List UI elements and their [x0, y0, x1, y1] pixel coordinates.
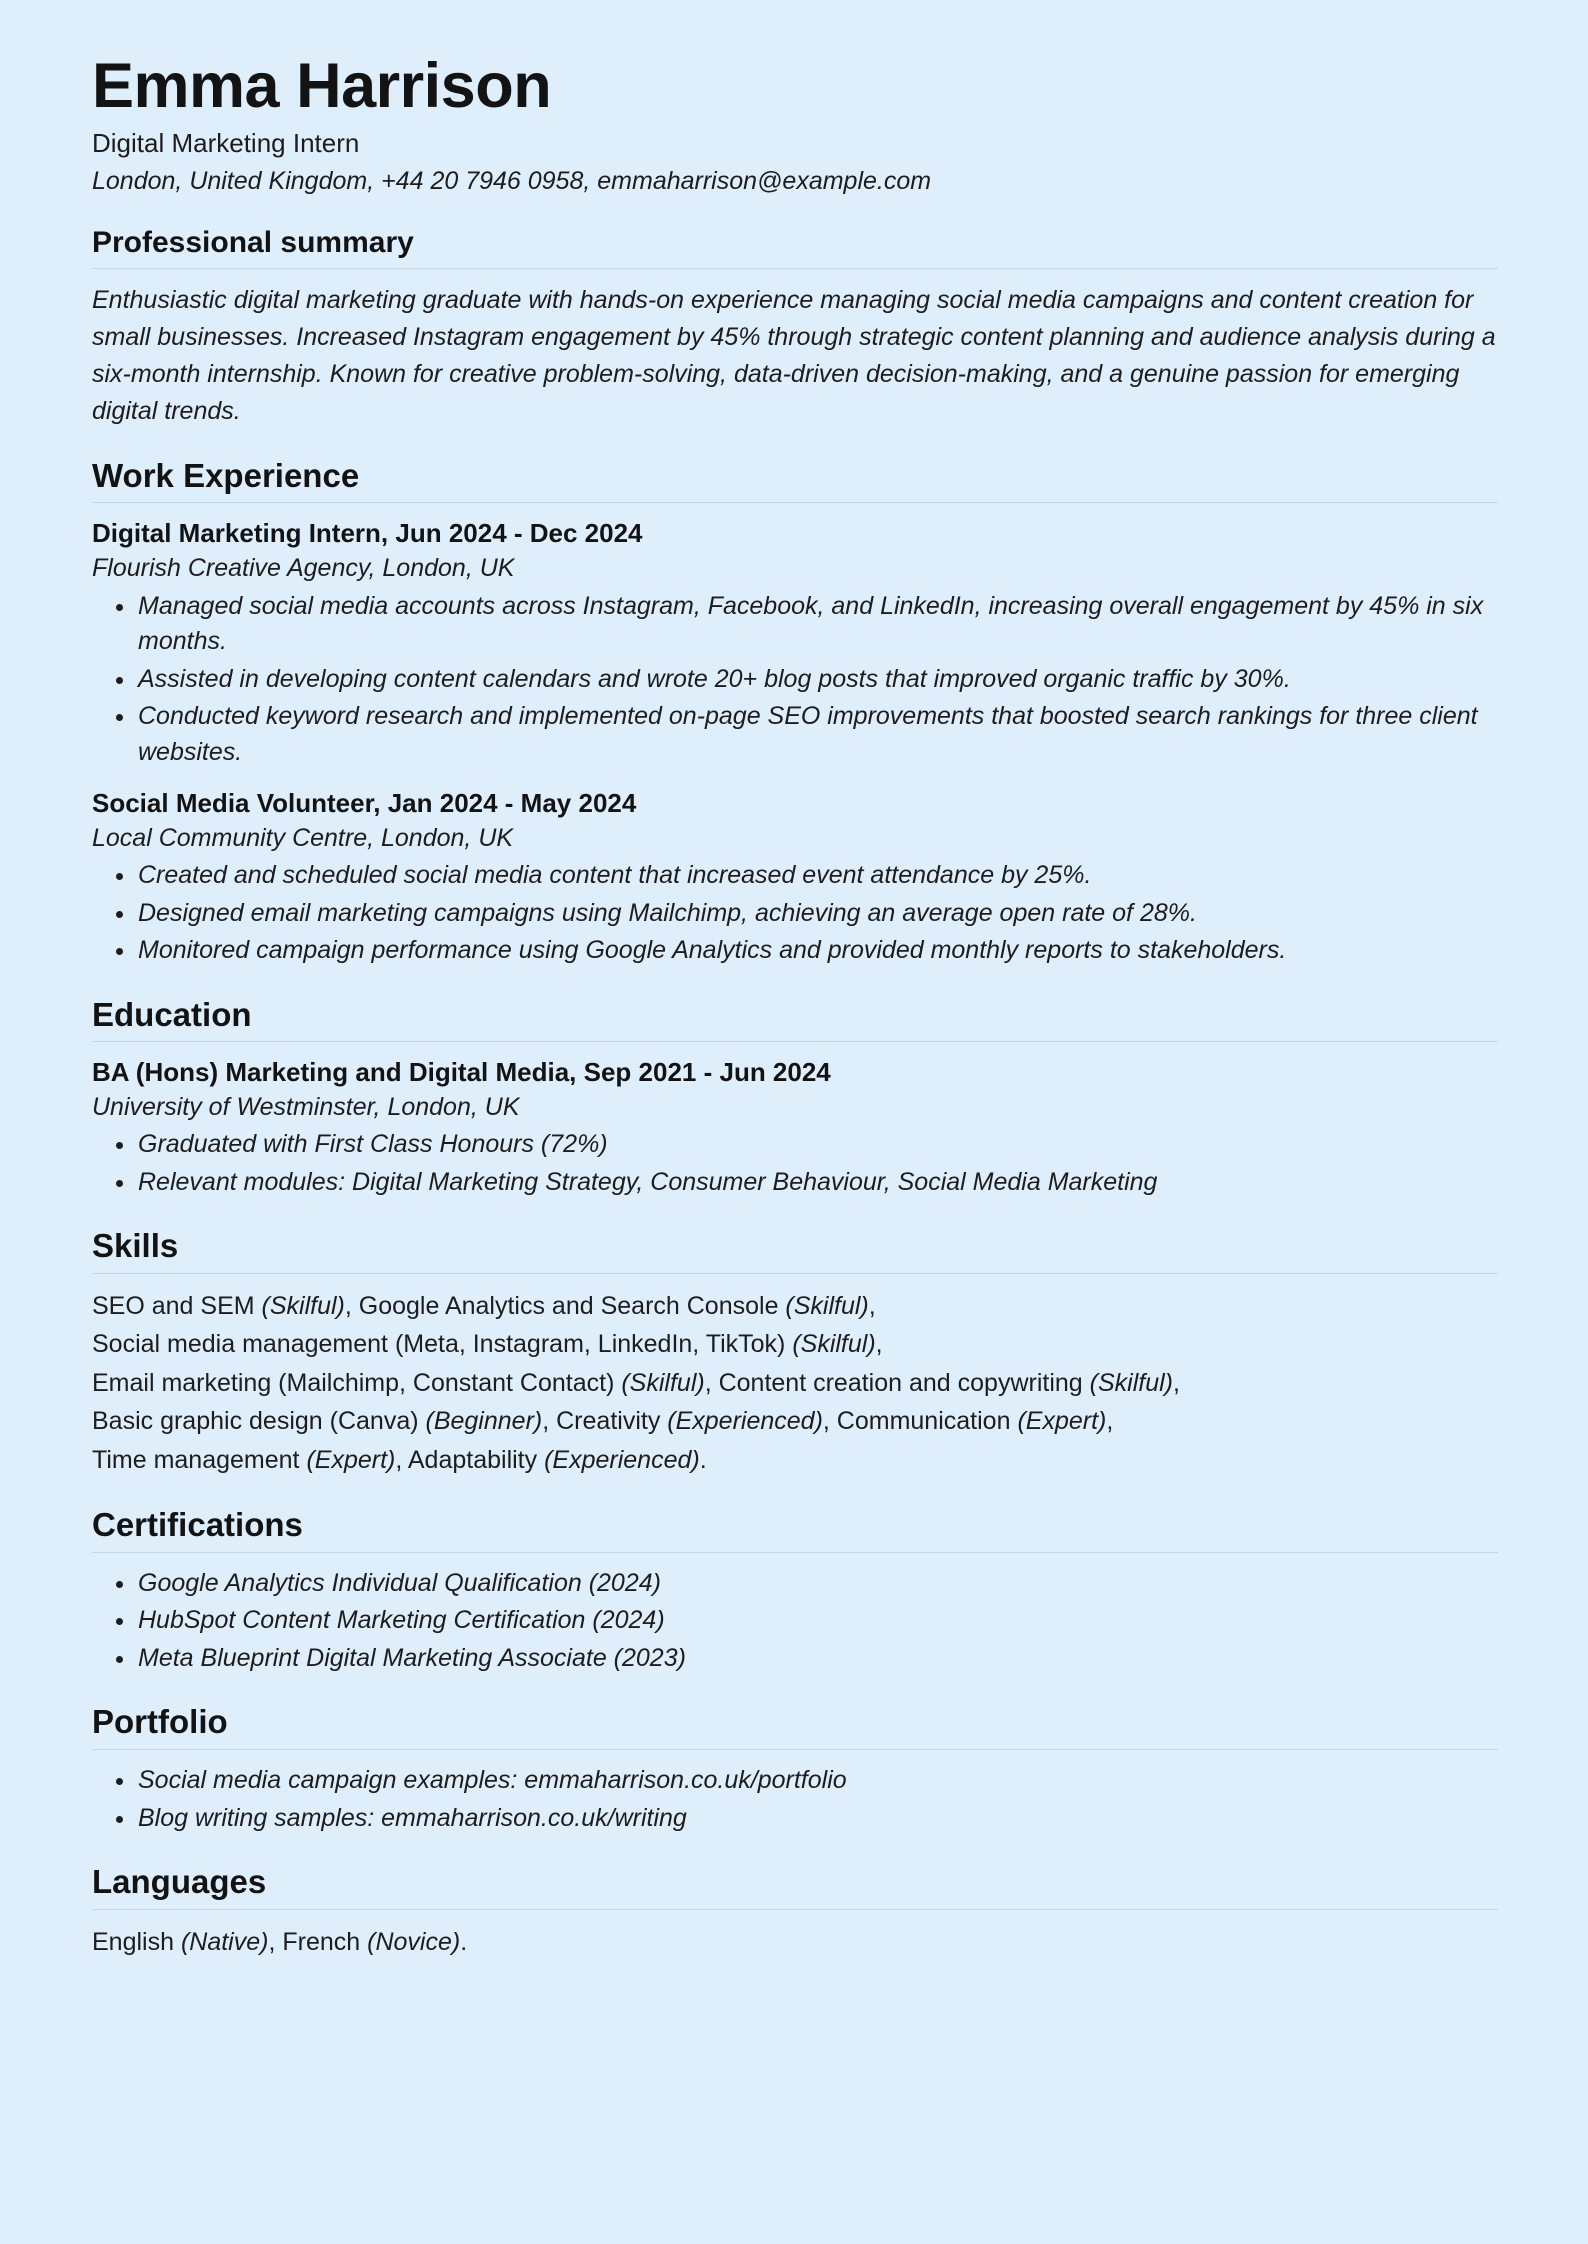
proficiency-level: (Skilful) [1089, 1368, 1173, 1397]
resume-header [92, 52, 1498, 199]
professional-summary-text: Enthusiastic digital marketing graduate with hands-on experience managing social media campaigns and content creation for small businesses. Increased Instagram engagement by 45% through strategic content planning and audience analysis during a six-month internship. Known for creative problem-solving, data-driven decision-making, and a genuine passion for emerging digital trends. [92, 285, 1496, 425]
section-skills [92, 1226, 1498, 1479]
entry-bullet-list [92, 589, 1498, 771]
resume-entry [92, 516, 1498, 770]
proficiency-level: (Novice) [367, 1927, 461, 1956]
proficiency-level: (Native) [180, 1927, 269, 1956]
section-work-experience [92, 456, 1498, 969]
section-rule [92, 1749, 1498, 1750]
list-item: Graduated with First Class Honours (72%) [92, 1127, 1498, 1163]
work-entry-list [92, 516, 1498, 968]
list-item: Created and scheduled social media content that increased event attendance by 25%. [92, 858, 1498, 894]
portfolio-list [92, 1763, 1498, 1836]
list-item: Conducted keyword research and implemented on-page SEO improvements that boosted search rankings for three client websites. [92, 699, 1498, 770]
section-education [92, 995, 1498, 1201]
section-heading-portfolio: Portfolio [92, 1703, 228, 1741]
list-item: Managed social media accounts across Instagram, Facebook, and LinkedIn, increasing overall engagement by 45% in six months. [92, 589, 1498, 660]
list-item: Google Analytics Individual Qualification (2024) [92, 1566, 1498, 1602]
list-item: Monitored campaign performance using Google Analytics and provided monthly reports to stakeholders. [92, 933, 1498, 969]
proficiency-level: (Skilful) [621, 1368, 705, 1397]
entry-title: Social Media Volunteer, Jan 2024 - May 2024 [92, 788, 637, 819]
list-item: Designed email marketing campaigns using Mailchimp, achieving an average open rate of 28%. [92, 896, 1498, 932]
proficiency-level: (Expert) [1017, 1407, 1107, 1436]
list-item: Relevant modules: Digital Marketing Strategy, Consumer Behaviour, Social Media Marketing [92, 1165, 1498, 1201]
resume-entry [92, 786, 1498, 969]
skill-label: English [92, 1927, 181, 1956]
skill-label: . [460, 1927, 468, 1956]
entry-organization: Local Community Centre, London, UK [92, 823, 514, 852]
skills-line [92, 1402, 1498, 1441]
skill-label: SEO and SEM [92, 1291, 262, 1320]
candidate-job-title: Digital Marketing Intern [92, 128, 360, 159]
skill-label: , [875, 1330, 883, 1359]
skills-line [92, 1364, 1498, 1403]
section-rule [92, 1552, 1498, 1553]
proficiency-level: (Skilful) [792, 1330, 876, 1359]
section-heading-languages: Languages [92, 1863, 267, 1901]
skill-label: , Content creation and copywriting [704, 1368, 1090, 1397]
section-heading-education: Education [92, 995, 252, 1033]
list-item: Assisted in developing content calendars and wrote 20+ blog posts that improved organic traffic by 30%. [92, 662, 1498, 698]
section-rule [92, 1273, 1498, 1274]
skills-line [92, 1441, 1498, 1480]
languages-list [92, 1923, 1498, 1962]
entry-bullet-list [92, 858, 1498, 969]
list-item: HubSpot Content Marketing Certification (2024) [92, 1603, 1498, 1639]
skill-label: , Creativity [542, 1407, 668, 1436]
entry-title: Digital Marketing Intern, Jun 2024 - Dec 2024 [92, 518, 643, 549]
section-certifications [92, 1505, 1498, 1676]
skill-label: , Google Analytics and Search Console [344, 1291, 786, 1320]
section-professional-summary [92, 225, 1498, 430]
contact-line: London, United Kingdom, +44 20 7946 0958, emmaharrison@example.com [92, 167, 932, 196]
section-portfolio [92, 1702, 1498, 1836]
section-heading-certifications: Certifications [92, 1506, 303, 1544]
certifications-list [92, 1566, 1498, 1677]
skill-label: Email marketing (Mailchimp, Constant Contact) [92, 1368, 622, 1397]
section-heading-work-experience: Work Experience [92, 456, 360, 494]
list-item: Blog writing samples: emmaharrison.co.uk/writing [92, 1801, 1498, 1837]
entry-bullet-list [92, 1127, 1498, 1200]
skill-label: , Communication [822, 1407, 1018, 1436]
skill-label: , Adaptability [395, 1445, 545, 1474]
section-rule [92, 1909, 1498, 1910]
skill-label: Time management [92, 1445, 307, 1474]
proficiency-level: (Experienced) [667, 1407, 823, 1436]
list-item: Meta Blueprint Digital Marketing Associate (2023) [92, 1641, 1498, 1677]
skill-label: , French [268, 1927, 368, 1956]
entry-title: BA (Hons) Marketing and Digital Media, Sep 2021 - Jun 2024 [92, 1057, 831, 1088]
resume-entry [92, 1055, 1498, 1200]
education-entry-list [92, 1055, 1498, 1200]
section-rule [92, 502, 1498, 503]
skill-label: Basic graphic design (Canva) [92, 1407, 426, 1436]
entry-organization: Flourish Creative Agency, London, UK [92, 554, 515, 583]
skill-label: . [699, 1445, 707, 1474]
proficiency-level: (Expert) [306, 1445, 396, 1474]
proficiency-level: (Skilful) [261, 1291, 345, 1320]
proficiency-level: (Skilful) [785, 1291, 869, 1320]
proficiency-level: (Beginner) [425, 1407, 543, 1436]
section-rule [92, 268, 1498, 269]
section-languages [92, 1862, 1498, 1961]
list-item: Social media campaign examples: emmaharrison.co.uk/portfolio [92, 1763, 1498, 1799]
skills-line [92, 1287, 1498, 1326]
section-heading-professional-summary: Professional summary [92, 225, 414, 259]
skill-label: , [1172, 1368, 1180, 1397]
skills-list [92, 1287, 1498, 1480]
skill-label: , [1106, 1407, 1114, 1436]
candidate-name: Emma Harrison [92, 51, 552, 121]
entry-organization: University of Westminster, London, UK [92, 1092, 520, 1121]
skills-line [92, 1325, 1498, 1364]
section-rule [92, 1041, 1498, 1042]
section-heading-skills: Skills [92, 1227, 179, 1265]
proficiency-level: (Experienced) [544, 1445, 700, 1474]
skill-label: Social media management (Meta, Instagram, LinkedIn, TikTok) [92, 1330, 793, 1359]
skill-label: , [868, 1291, 876, 1320]
languages-line [92, 1923, 1498, 1962]
